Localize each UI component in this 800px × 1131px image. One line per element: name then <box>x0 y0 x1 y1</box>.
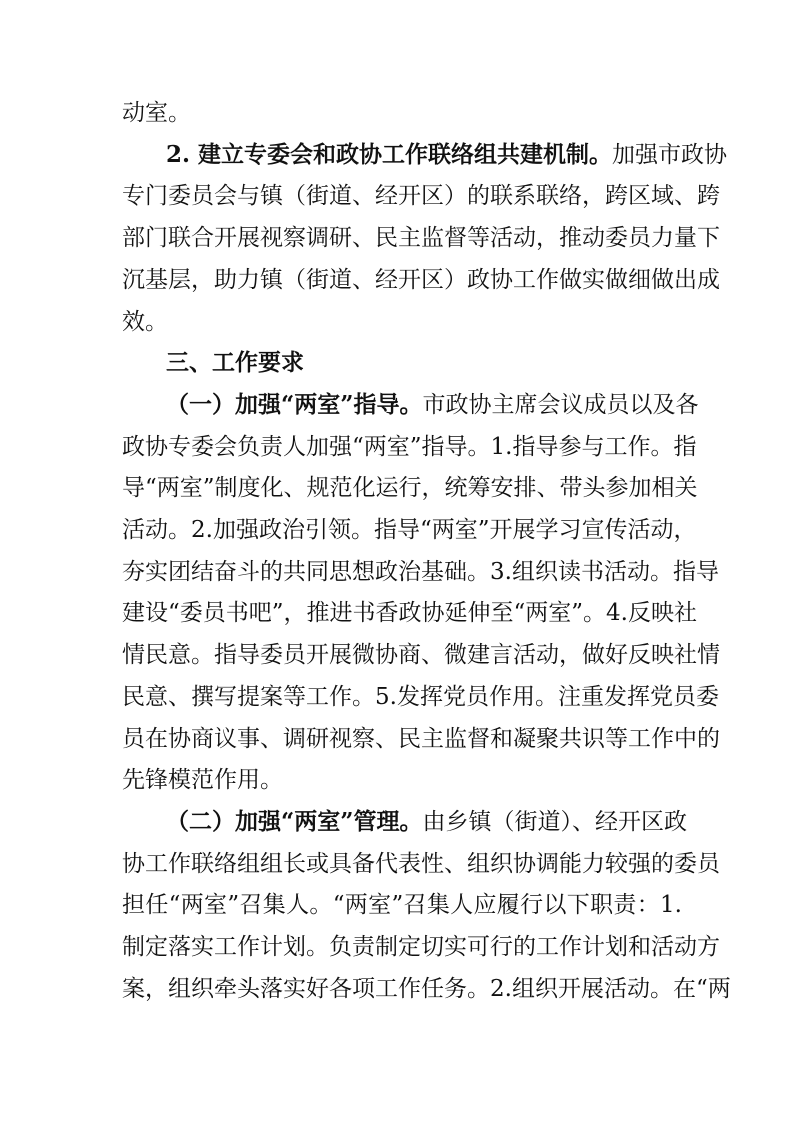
text-line: 民意、撰写提案等工作。5.发挥党员作用。注重发挥党员委 <box>122 684 719 710</box>
text-line: 动室。 <box>122 100 191 126</box>
text-line: 政协专委会负责人加强“两室”指导。1.指导参与工作。指 <box>122 434 697 460</box>
text-line: 员在协商议事、调研视察、民主监督和凝聚共识等工作中的 <box>122 726 720 752</box>
text-line: 夯实团结奋斗的共同思想政治基础。3.组织读书活动。指导 <box>122 559 719 585</box>
text-line: 担任“两室”召集人。“两室”召集人应履行以下职责：1. <box>122 892 682 918</box>
line-rest: 加强市政协 <box>612 142 728 168</box>
text-line: 导“两室”制度化、规范化运行，统筹安排、带头参加相关 <box>122 475 698 501</box>
text-line <box>166 807 687 837</box>
text-line: 制定落实工作计划。负责制定切实可行的工作计划和活动方 <box>122 934 720 960</box>
text-line <box>166 390 699 420</box>
bold-lead-phrase: （二）加强“两室”管理。 <box>166 808 423 835</box>
line-rest: 市政协主席会议成员以及各 <box>422 392 699 418</box>
bold-lead-phrase: 2. 建立专委会和政协工作联络组共建机制。 <box>166 141 613 168</box>
text-line: 效。 <box>122 309 168 335</box>
text-line <box>166 140 728 170</box>
text-line: 专门委员会与镇（街道、经开区）的联系联络，跨区域、跨 <box>122 183 720 209</box>
text-line: 案，组织牵头落实好各项工作任务。2.组织开展活动。在“两 <box>122 976 731 1002</box>
line-rest: 由乡镇（街道）、经开区政 <box>422 809 687 835</box>
text-line: 沉基层，助力镇（街道、经开区）政协工作做实做细做出成 <box>122 267 720 293</box>
text-line: 建设“委员书吧”，推进书香政协延伸至“两室”。4.反映社 <box>122 600 697 626</box>
text-line: 部门联合开展视察调研、民主监督等活动，推动委员力量下 <box>122 225 720 251</box>
text-line: 活动。2.加强政治引领。指导“两室”开展学习宣传活动， <box>122 517 697 543</box>
text-line: 先锋模范作用。 <box>122 767 283 793</box>
text-line: 情民意。指导委员开展微协商、微建言活动，做好反映社情 <box>122 642 720 668</box>
section-heading: 三、工作要求 <box>166 350 304 376</box>
bold-lead-phrase: （一）加强“两室”指导。 <box>166 391 423 418</box>
text-line: 协工作联络组组长或具备代表性、组织协调能力较强的委员 <box>122 851 720 877</box>
